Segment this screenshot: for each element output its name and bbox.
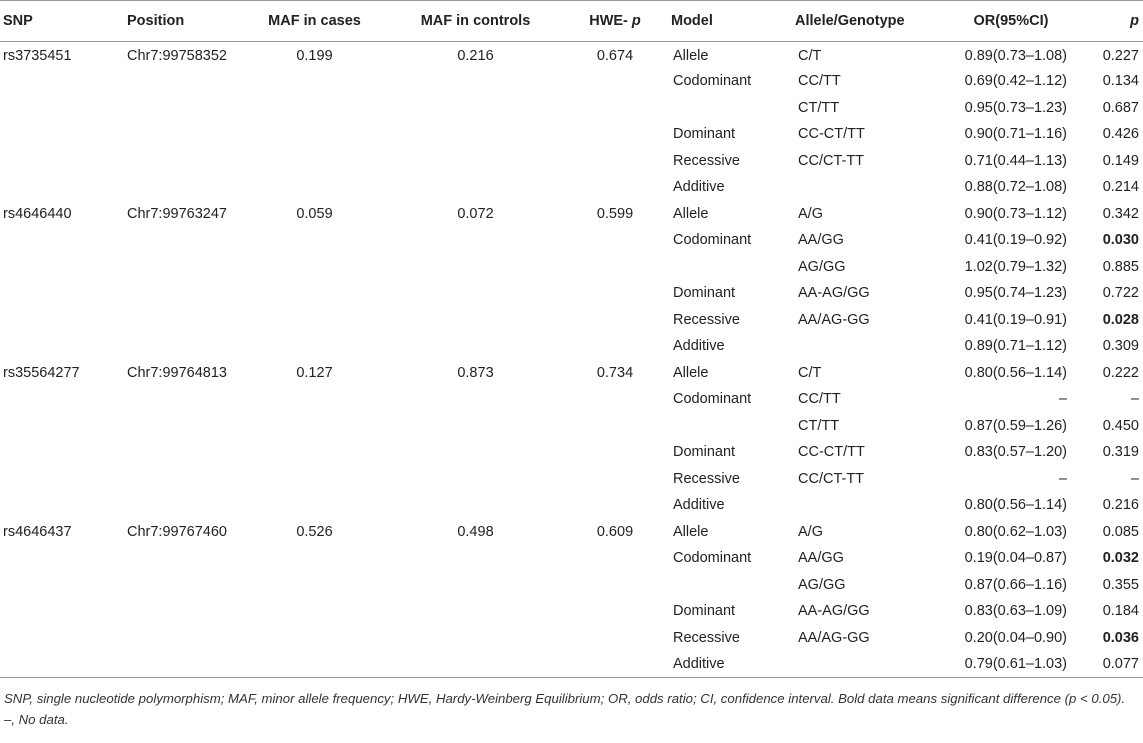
model-cell: Recessive bbox=[673, 152, 740, 169]
snp-cell bbox=[0, 95, 124, 122]
snp-cell bbox=[0, 307, 124, 334]
table-row bbox=[0, 333, 1143, 360]
position-cell bbox=[124, 121, 240, 148]
hwe-p-cell: 0.609 bbox=[596, 523, 634, 540]
maf-controls-cell bbox=[389, 439, 562, 466]
table-header bbox=[0, 1, 1143, 42]
model-cell: Allele bbox=[673, 364, 709, 381]
genotype-cell: AA-AG/GG bbox=[798, 285, 870, 302]
maf-controls-cell bbox=[389, 121, 562, 148]
maf-cases-cell bbox=[240, 307, 389, 334]
model-cell bbox=[668, 413, 792, 440]
hwe-p-cell bbox=[562, 466, 668, 493]
genotype-cell bbox=[792, 492, 943, 519]
snp-cell bbox=[0, 598, 124, 625]
table-body bbox=[0, 42, 1143, 678]
snp-cell bbox=[0, 68, 124, 95]
header-snp: SNP bbox=[0, 1, 124, 42]
model-cell: Additive bbox=[673, 179, 725, 196]
or-ci-cell: 0.71(0.44–1.13) bbox=[964, 152, 1067, 169]
hwe-p-cell bbox=[562, 148, 668, 175]
position-cell bbox=[124, 572, 240, 599]
position-cell: Chr7:99764813 bbox=[127, 364, 227, 381]
hwe-p-cell bbox=[562, 95, 668, 122]
hwe-p-cell bbox=[562, 413, 668, 440]
model-cell: Allele bbox=[673, 205, 709, 222]
maf-controls-cell: 0.498 bbox=[457, 523, 494, 540]
maf-cases-cell bbox=[240, 148, 389, 175]
maf-controls-cell bbox=[389, 254, 562, 281]
hwe-p-cell bbox=[562, 68, 668, 95]
genotype-cell: AA/GG bbox=[798, 232, 844, 249]
maf-cases-cell bbox=[240, 333, 389, 360]
model-cell: Codominant bbox=[673, 550, 752, 567]
or-ci-cell: 0.90(0.71–1.16) bbox=[964, 126, 1067, 143]
or-ci-cell: 0.41(0.19–0.91) bbox=[964, 311, 1067, 328]
snp-cell bbox=[0, 280, 124, 307]
or-ci-cell: 0.88(0.72–1.08) bbox=[964, 179, 1067, 196]
header-p: p bbox=[1079, 1, 1143, 42]
maf-controls-cell bbox=[389, 466, 562, 493]
model-cell bbox=[668, 95, 792, 122]
position-cell: Chr7:99767460 bbox=[127, 523, 227, 540]
model-cell: Additive bbox=[673, 497, 725, 514]
hwe-p-cell bbox=[562, 280, 668, 307]
snp-cell bbox=[0, 174, 124, 201]
maf-cases-cell: 0.199 bbox=[296, 48, 333, 64]
p-value-cell: 0.426 bbox=[1102, 126, 1139, 143]
or-ci-cell: 0.80(0.56–1.14) bbox=[964, 497, 1067, 514]
maf-cases-cell bbox=[240, 651, 389, 678]
genotype-cell: CC-CT/TT bbox=[798, 126, 865, 143]
position-cell bbox=[124, 254, 240, 281]
maf-cases-cell bbox=[240, 227, 389, 254]
header-hwe-italic-p: p bbox=[631, 13, 641, 29]
hwe-p-cell: 0.734 bbox=[596, 364, 634, 381]
genotype-cell: CC-CT/TT bbox=[798, 444, 865, 461]
snp-cell: rs3735451 bbox=[3, 48, 72, 64]
genotype-cell: CT/TT bbox=[798, 99, 840, 116]
maf-cases-cell bbox=[240, 572, 389, 599]
position-cell bbox=[124, 439, 240, 466]
genotype-cell: AG/GG bbox=[798, 258, 846, 275]
table-row bbox=[0, 519, 1143, 546]
maf-controls-cell bbox=[389, 227, 562, 254]
model-cell: Dominant bbox=[673, 285, 736, 302]
snp-cell: rs35564277 bbox=[3, 364, 80, 381]
maf-controls-cell bbox=[389, 386, 562, 413]
hwe-p-cell bbox=[562, 254, 668, 281]
table-row bbox=[0, 307, 1143, 334]
or-ci-cell: 0.95(0.74–1.23) bbox=[964, 285, 1067, 302]
table-row bbox=[0, 386, 1143, 413]
p-value-cell: 0.149 bbox=[1102, 152, 1139, 169]
maf-cases-cell bbox=[240, 466, 389, 493]
or-ci-cell: 0.83(0.63–1.09) bbox=[964, 603, 1067, 620]
p-value-cell: 0.214 bbox=[1102, 179, 1139, 196]
hwe-p-cell bbox=[562, 174, 668, 201]
genotype-cell: AA/AG-GG bbox=[798, 629, 870, 646]
model-cell: Allele bbox=[673, 48, 709, 64]
p-value-cell: – bbox=[1130, 470, 1139, 487]
header-row bbox=[0, 1, 1143, 42]
maf-controls-cell bbox=[389, 572, 562, 599]
snp-cell bbox=[0, 466, 124, 493]
hwe-p-cell bbox=[562, 121, 668, 148]
or-ci-cell: 0.80(0.56–1.14) bbox=[964, 364, 1067, 381]
snp-cell bbox=[0, 333, 124, 360]
genotype-cell bbox=[792, 651, 943, 678]
snp-cell bbox=[0, 545, 124, 572]
position-cell bbox=[124, 307, 240, 334]
p-value-cell: 0.227 bbox=[1102, 48, 1139, 64]
p-value-cell: 0.309 bbox=[1102, 338, 1139, 355]
position-cell bbox=[124, 333, 240, 360]
hwe-p-cell bbox=[562, 598, 668, 625]
snp-cell bbox=[0, 651, 124, 678]
maf-controls-cell bbox=[389, 95, 562, 122]
table-row bbox=[0, 254, 1143, 281]
table-row bbox=[0, 42, 1143, 69]
snp-cell: rs4646440 bbox=[3, 205, 72, 222]
maf-cases-cell: 0.127 bbox=[296, 364, 333, 381]
maf-cases-cell bbox=[240, 545, 389, 572]
snp-cell bbox=[0, 386, 124, 413]
header-model: Model bbox=[668, 1, 792, 42]
table-row bbox=[0, 545, 1143, 572]
header-or-ci: OR(95%CI) bbox=[943, 1, 1079, 42]
table-row bbox=[0, 95, 1143, 122]
genotype-cell: CC/TT bbox=[798, 391, 841, 408]
or-ci-cell: 0.20(0.04–0.90) bbox=[964, 629, 1067, 646]
or-ci-cell: 0.89(0.73–1.08) bbox=[964, 48, 1067, 64]
model-cell: Codominant bbox=[673, 73, 752, 90]
position-cell bbox=[124, 174, 240, 201]
table-row bbox=[0, 201, 1143, 228]
p-value-cell: 0.355 bbox=[1102, 576, 1139, 593]
position-cell bbox=[124, 466, 240, 493]
model-cell: Additive bbox=[673, 338, 725, 355]
position-cell bbox=[124, 68, 240, 95]
snp-cell bbox=[0, 492, 124, 519]
p-value-cell: 0.036 bbox=[1102, 629, 1139, 646]
maf-controls-cell bbox=[389, 492, 562, 519]
header-maf-controls: MAF in controls bbox=[389, 1, 562, 42]
p-value-cell: – bbox=[1130, 391, 1139, 408]
model-cell: Dominant bbox=[673, 444, 736, 461]
maf-controls-cell bbox=[389, 598, 562, 625]
snp-cell bbox=[0, 439, 124, 466]
maf-controls-cell bbox=[389, 148, 562, 175]
header-hwe-p bbox=[562, 1, 668, 42]
hwe-p-cell bbox=[562, 492, 668, 519]
header-maf-cases: MAF in cases bbox=[240, 1, 389, 42]
hwe-p-cell: 0.599 bbox=[596, 205, 634, 222]
maf-cases-cell bbox=[240, 254, 389, 281]
maf-controls-cell: 0.873 bbox=[457, 364, 494, 381]
table-row bbox=[0, 68, 1143, 95]
table-row bbox=[0, 360, 1143, 387]
or-ci-cell: – bbox=[1058, 470, 1067, 487]
hwe-p-cell bbox=[562, 333, 668, 360]
hwe-p-cell bbox=[562, 307, 668, 334]
genotype-cell: CC/CT-TT bbox=[798, 470, 865, 487]
table-row bbox=[0, 439, 1143, 466]
or-ci-cell: 0.89(0.71–1.12) bbox=[964, 338, 1067, 355]
model-cell: Dominant bbox=[673, 126, 736, 143]
genotype-cell: C/T bbox=[798, 48, 822, 64]
snp-cell bbox=[0, 254, 124, 281]
genotype-cell: CT/TT bbox=[798, 417, 840, 434]
p-value-cell: 0.032 bbox=[1102, 550, 1139, 567]
p-value-cell: 0.687 bbox=[1102, 99, 1139, 116]
header-allele-genotype: Allele/Genotype bbox=[792, 1, 943, 42]
model-cell: Codominant bbox=[673, 232, 752, 249]
snp-cell bbox=[0, 121, 124, 148]
position-cell bbox=[124, 545, 240, 572]
or-ci-cell: 0.87(0.66–1.16) bbox=[964, 576, 1067, 593]
genotype-cell: A/G bbox=[798, 523, 823, 540]
position-cell bbox=[124, 598, 240, 625]
position-cell bbox=[124, 227, 240, 254]
or-ci-cell: 1.02(0.79–1.32) bbox=[964, 258, 1067, 275]
maf-controls-cell bbox=[389, 307, 562, 334]
or-ci-cell: 0.41(0.19–0.92) bbox=[964, 232, 1067, 249]
table-row bbox=[0, 572, 1143, 599]
p-value-cell: 0.077 bbox=[1079, 651, 1143, 678]
position-cell bbox=[124, 413, 240, 440]
genotype-cell: A/G bbox=[798, 205, 823, 222]
hwe-p-cell bbox=[562, 572, 668, 599]
maf-controls-cell bbox=[389, 333, 562, 360]
maf-cases-cell bbox=[240, 598, 389, 625]
position-cell bbox=[124, 148, 240, 175]
model-cell bbox=[668, 572, 792, 599]
table-row bbox=[0, 413, 1143, 440]
position-cell: Chr7:99763247 bbox=[127, 205, 227, 222]
table-row bbox=[0, 280, 1143, 307]
maf-cases-cell bbox=[240, 492, 389, 519]
table-row bbox=[0, 466, 1143, 493]
maf-controls-cell: 0.216 bbox=[457, 48, 494, 64]
p-value-cell: 0.085 bbox=[1102, 523, 1139, 540]
maf-controls-cell bbox=[389, 280, 562, 307]
position-cell bbox=[124, 386, 240, 413]
or-ci-cell: 0.80(0.62–1.03) bbox=[964, 523, 1067, 540]
p-value-cell: 0.184 bbox=[1102, 603, 1139, 620]
or-ci-cell: 0.90(0.73–1.12) bbox=[964, 205, 1067, 222]
snp-cell bbox=[0, 413, 124, 440]
p-value-cell: 0.222 bbox=[1102, 364, 1139, 381]
model-cell: Recessive bbox=[673, 629, 740, 646]
position-cell bbox=[124, 95, 240, 122]
or-ci-cell: 0.79(0.61–1.03) bbox=[943, 651, 1079, 678]
model-cell: Recessive bbox=[673, 470, 740, 487]
table-row bbox=[0, 651, 1143, 678]
snp-cell bbox=[0, 148, 124, 175]
table-row bbox=[0, 598, 1143, 625]
model-cell: Allele bbox=[673, 523, 709, 540]
header-hwe-prefix: HWE- bbox=[589, 13, 632, 29]
position-cell bbox=[124, 492, 240, 519]
maf-cases-cell: 0.526 bbox=[296, 523, 333, 540]
model-cell: Additive bbox=[668, 651, 792, 678]
maf-cases-cell bbox=[240, 174, 389, 201]
hwe-p-cell bbox=[562, 439, 668, 466]
hwe-p-cell bbox=[562, 545, 668, 572]
maf-controls-cell: 0.072 bbox=[457, 205, 494, 222]
table-row bbox=[0, 625, 1143, 652]
genotype-cell: AA/GG bbox=[798, 550, 844, 567]
hwe-p-cell: 0.674 bbox=[596, 48, 634, 64]
model-cell: Recessive bbox=[673, 311, 740, 328]
table-row bbox=[0, 121, 1143, 148]
hwe-p-cell bbox=[562, 386, 668, 413]
snp-cell bbox=[0, 625, 124, 652]
genotype-cell: CC/CT-TT bbox=[798, 152, 865, 169]
hwe-p-cell bbox=[562, 227, 668, 254]
or-ci-cell: 0.87(0.59–1.26) bbox=[964, 417, 1067, 434]
genotype-cell: AA-AG/GG bbox=[798, 603, 870, 620]
p-value-cell: 0.722 bbox=[1102, 285, 1139, 302]
or-ci-cell: 0.95(0.73–1.23) bbox=[964, 99, 1067, 116]
p-value-cell: 0.885 bbox=[1102, 258, 1139, 275]
maf-cases-cell bbox=[240, 280, 389, 307]
p-value-cell: 0.028 bbox=[1102, 311, 1139, 328]
maf-controls-cell bbox=[389, 545, 562, 572]
genotype-cell: AA/AG-GG bbox=[798, 311, 870, 328]
maf-controls-cell bbox=[389, 625, 562, 652]
snp-cell bbox=[0, 572, 124, 599]
position-cell bbox=[124, 625, 240, 652]
maf-cases-cell bbox=[240, 68, 389, 95]
table-footnote: SNP, single nucleotide polymorphism; MAF, minor allele frequency; HWE, Hardy-Weinberg Equilibrium; OR, odds ratio; CI, confidence interval. Bold data means significant difference (p < 0.05). –, No data. bbox=[4, 691, 1126, 727]
position-cell: Chr7:99758352 bbox=[127, 48, 227, 64]
maf-cases-cell bbox=[240, 386, 389, 413]
table-row bbox=[0, 227, 1143, 254]
maf-cases-cell bbox=[240, 625, 389, 652]
genotype-cell: AG/GG bbox=[798, 576, 846, 593]
snp-cell: rs4646437 bbox=[3, 523, 72, 540]
snp-cell bbox=[0, 227, 124, 254]
maf-cases-cell bbox=[240, 413, 389, 440]
p-value-cell: 0.450 bbox=[1102, 417, 1139, 434]
genotype-cell: C/T bbox=[798, 364, 822, 381]
p-value-cell: 0.030 bbox=[1102, 232, 1139, 249]
or-ci-cell: – bbox=[1058, 391, 1067, 408]
p-value-cell: 0.134 bbox=[1102, 73, 1139, 90]
p-value-cell: 0.216 bbox=[1102, 497, 1139, 514]
maf-controls-cell bbox=[389, 174, 562, 201]
maf-cases-cell: 0.059 bbox=[296, 205, 333, 222]
model-cell: Dominant bbox=[673, 603, 736, 620]
or-ci-cell: 0.83(0.57–1.20) bbox=[964, 444, 1067, 461]
position-cell bbox=[124, 651, 240, 678]
hwe-p-cell bbox=[562, 651, 668, 678]
maf-controls-cell bbox=[389, 651, 562, 678]
or-ci-cell: 0.69(0.42–1.12) bbox=[964, 73, 1067, 90]
p-value-cell: 0.342 bbox=[1102, 205, 1139, 222]
model-cell: Codominant bbox=[673, 391, 752, 408]
maf-cases-cell bbox=[240, 95, 389, 122]
maf-cases-cell bbox=[240, 439, 389, 466]
model-cell bbox=[668, 254, 792, 281]
table-row bbox=[0, 492, 1143, 519]
p-value-cell: 0.319 bbox=[1102, 444, 1139, 461]
maf-controls-cell bbox=[389, 413, 562, 440]
genotype-cell bbox=[792, 333, 943, 360]
or-ci-cell: 0.19(0.04–0.87) bbox=[964, 550, 1067, 567]
maf-cases-cell bbox=[240, 121, 389, 148]
hwe-p-cell bbox=[562, 625, 668, 652]
table-row bbox=[0, 174, 1143, 201]
table-row bbox=[0, 148, 1143, 175]
genotype-cell: CC/TT bbox=[798, 73, 841, 90]
maf-controls-cell bbox=[389, 68, 562, 95]
genotype-cell bbox=[792, 174, 943, 201]
position-cell bbox=[124, 280, 240, 307]
header-position: Position bbox=[124, 1, 240, 42]
